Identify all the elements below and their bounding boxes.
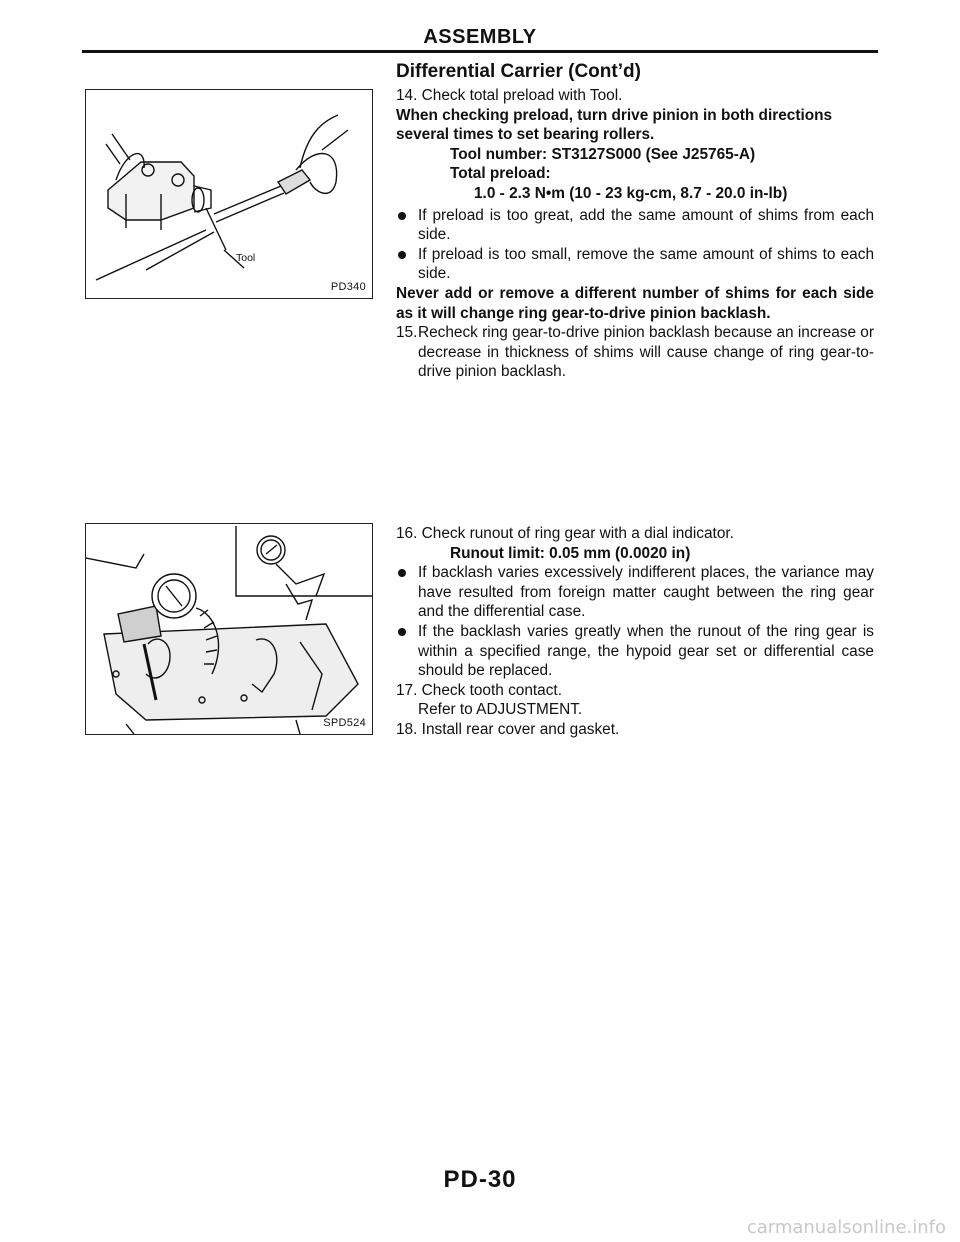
- text-column-bottom: [396, 524, 874, 740]
- preload-note-line2: several times to set bearing rollers.: [396, 126, 655, 144]
- step-16: 16. Check runout of ring gear with a dial indicator.: [396, 525, 734, 542]
- figure-runout-check: [85, 523, 373, 735]
- header-rule: [82, 50, 878, 53]
- tool-label: Tool: [236, 252, 256, 264]
- shim-warning: Never add or remove a different number of shims for each side as it will change ring gear-to-drive pinion backlash.: [396, 284, 874, 322]
- page-number: PD-30: [443, 1166, 517, 1193]
- watermark: carmanualsonline.info: [746, 1217, 946, 1238]
- preload-note-line1: When checking preload, turn drive pinion in both directions: [396, 106, 833, 124]
- step-18: 18. Install rear cover and gasket.: [396, 720, 620, 738]
- step-number: 15.: [396, 324, 418, 342]
- section-title: Differential Carrier (Cont’d): [396, 61, 641, 82]
- total-preload-value: 1.0 - 2.3 N•m (10 - 23 kg-cm, 8.7 - 20.0 in-lb): [474, 184, 788, 202]
- bullet-dot: [398, 212, 406, 220]
- step-14: 14. Check total preload with Tool.: [396, 87, 623, 104]
- bullet-preload-great: [396, 206, 874, 245]
- bullet-text: If preload is too great, add the same amount of shims from each side.: [418, 206, 874, 244]
- bullet-dot: [398, 628, 406, 636]
- runout-illustration: [86, 524, 372, 734]
- bullet-text: If the backlash varies greatly when the runout of the ring gear is within a specified range, the hypoid gear set or differential case should be replaced.: [418, 622, 874, 680]
- step-text: Recheck ring gear-to-drive pinion backlash because an increase or decrease in thickness of shims will cause change of ring gear-to-drive pinion backlash.: [418, 324, 874, 381]
- total-preload-label: Total preload:: [450, 165, 551, 183]
- bullet-backlash-greatly: [396, 622, 874, 681]
- bullet-preload-small: [396, 245, 874, 284]
- step-17-ref: Refer to ADJUSTMENT.: [418, 701, 583, 719]
- bullet-text: If backlash varies excessively indifferent places, the variance may have resulted from foreign matter caught between the ring gear and the differential case.: [418, 564, 874, 621]
- preload-illustration: [86, 90, 372, 298]
- bullet-backlash-varies: [396, 563, 874, 622]
- page-header: ASSEMBLY: [423, 26, 537, 48]
- figure-preload-check: [85, 89, 373, 299]
- figure-code: PD340: [330, 281, 366, 293]
- tool-number: Tool number: ST3127S000 (See J25765-A): [450, 145, 756, 163]
- bullet-dot: [398, 569, 406, 577]
- figure-code: SPD524: [323, 717, 366, 729]
- bullet-dot: [398, 251, 406, 259]
- step-17: 17. Check tooth contact.: [396, 681, 562, 699]
- text-column-top: [396, 60, 874, 382]
- step-15: [396, 323, 874, 382]
- bullet-text: If preload is too small, remove the same amount of shims to each side.: [418, 245, 874, 283]
- runout-limit: Runout limit: 0.05 mm (0.0020 in): [450, 544, 691, 562]
